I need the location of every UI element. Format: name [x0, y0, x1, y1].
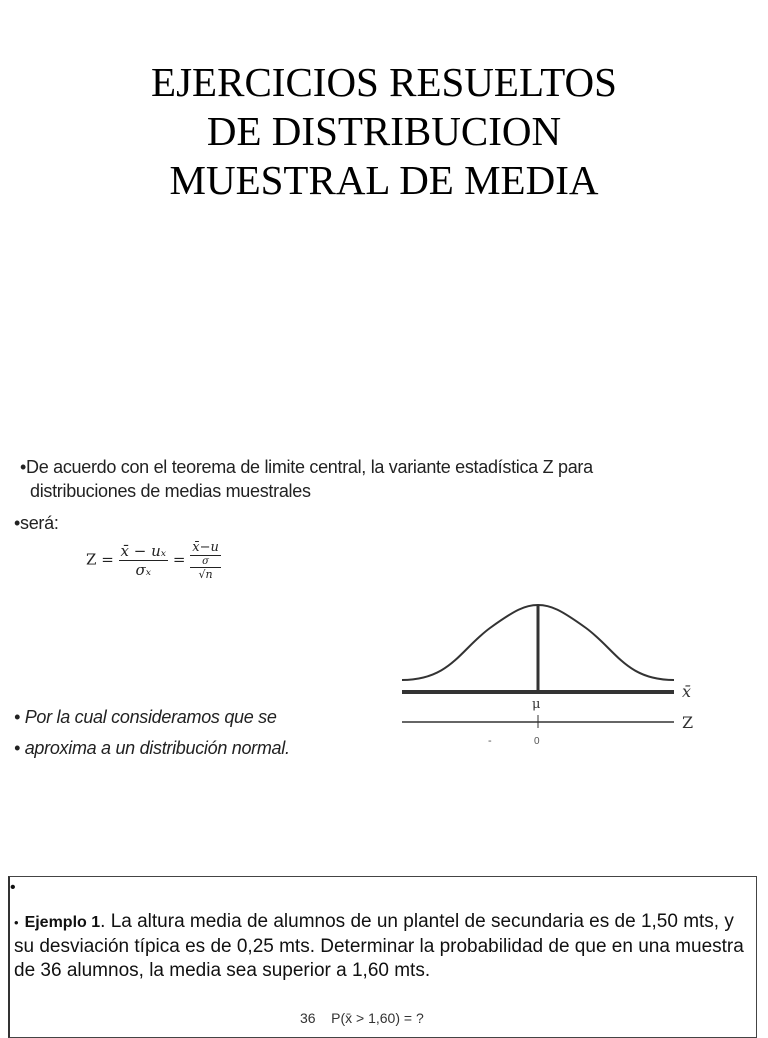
mu-label: μ: [532, 697, 541, 712]
xbar-label: x̄: [682, 682, 692, 701]
title-line: DE DISTRIBUCION: [206, 108, 562, 154]
title-line: MUESTRAL DE MEDIA: [169, 157, 599, 203]
note-line-2: • aproxima a un distribución normal.: [14, 738, 290, 758]
title-line: EJERCICIOS RESUELTOS: [151, 59, 617, 105]
zero-label: 0: [534, 736, 540, 747]
z-label: Z: [682, 713, 694, 732]
z-formula: Z = $\frac{\text{x̄ − uₓ}}{\text{σₓ}}$ = x̄−u σ √n: [86, 540, 219, 581]
normal-distribution-graph: [390, 590, 710, 760]
slide-title: [0, 58, 768, 205]
example-cut-line: 36 P(x̄ > 1,60) = ?: [300, 1010, 424, 1026]
intro-line-1: •De acuerdo con el teorema de limite central, la variante estadística Z para: [20, 457, 593, 477]
intro-line-2: distribuciones de medias muestrales: [30, 481, 311, 501]
intro-line-3: •será:: [14, 513, 59, 533]
empty-bullet: •: [10, 879, 16, 896]
note-line-1: • Por la cual consideramos que se: [14, 707, 277, 727]
minus-label: -: [488, 735, 492, 747]
example-1-text: • Ejemplo 1. La altura media de alumnos de un plantel de secundaria es de 1,50 mts, y su desviación típica es de 0,25 mts. Determinar la probabilidad de que en una muestra de 36 alumnos, la media sea superior a 1,60 mts.: [14, 911, 744, 981]
